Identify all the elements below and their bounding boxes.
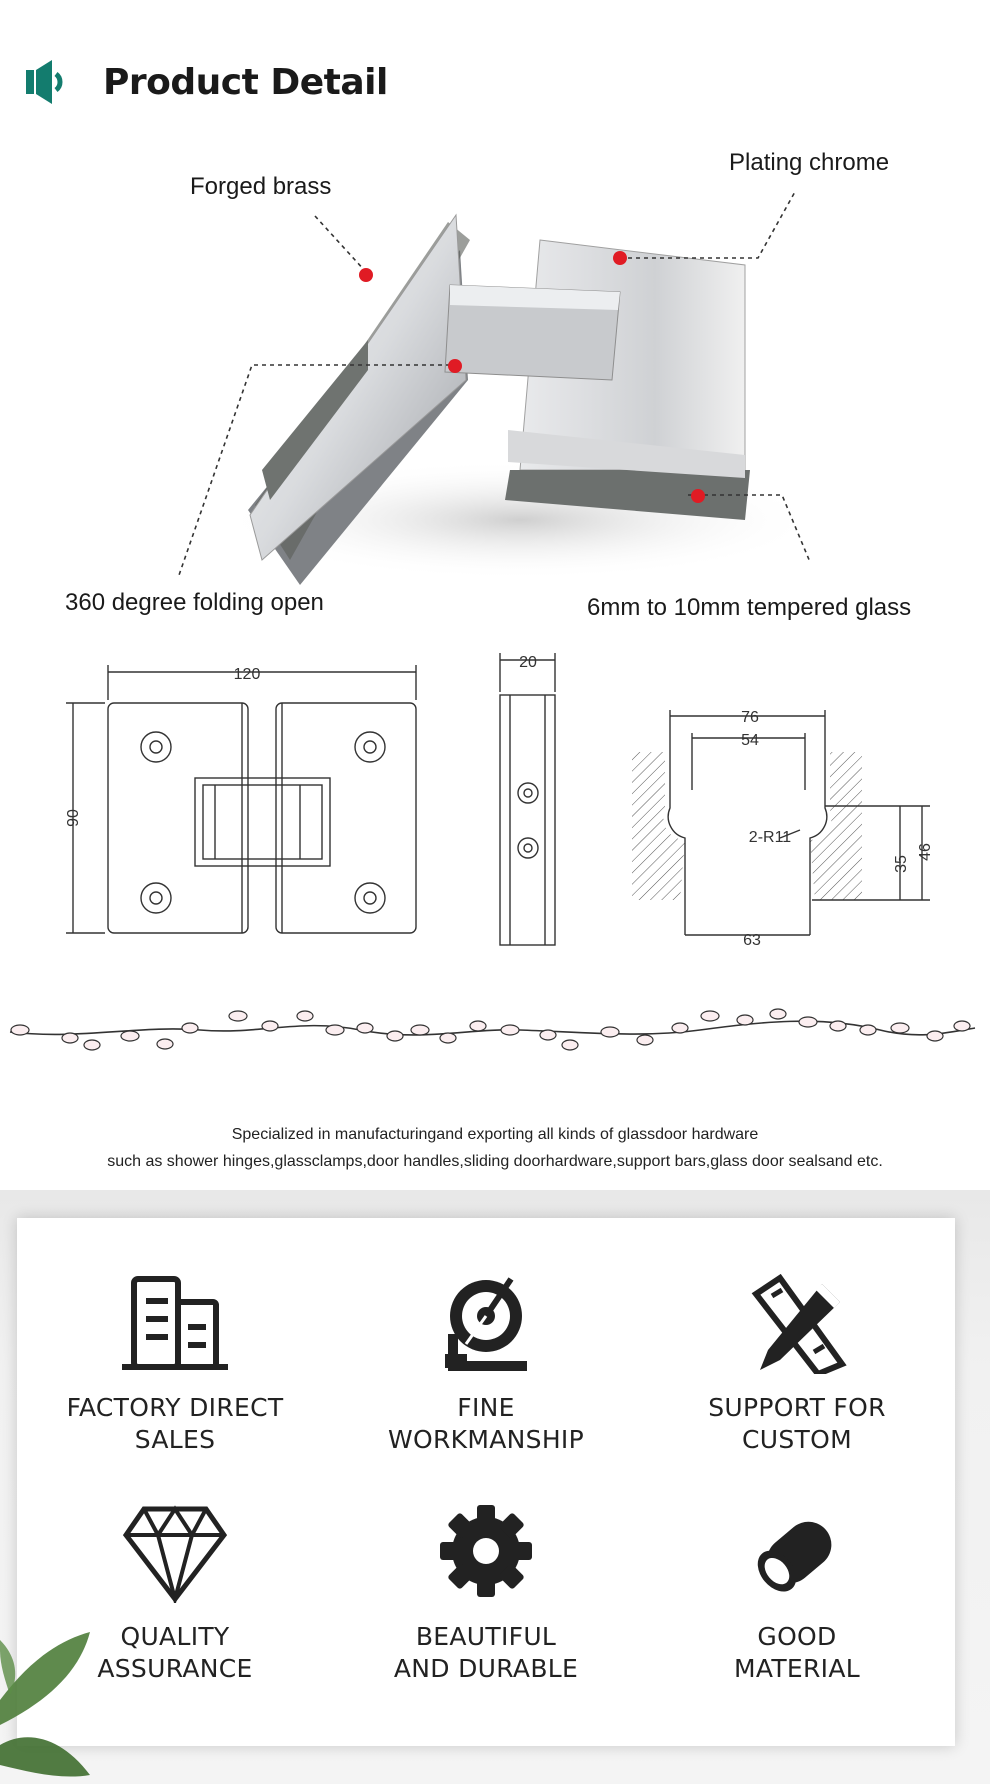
saw-icon bbox=[431, 1274, 541, 1374]
feature-custom-label-2: CUSTOM bbox=[742, 1425, 852, 1454]
cutout-drawing bbox=[632, 710, 930, 935]
dim-height-90: 90 bbox=[65, 809, 82, 827]
feature-durable-label-2: AND DURABLE bbox=[393, 1654, 579, 1683]
dim-depth-35: 35 bbox=[893, 855, 910, 873]
feature-durable bbox=[336, 1503, 636, 1685]
feature-factory-label-2: SALES bbox=[134, 1425, 216, 1454]
vine-divider bbox=[0, 995, 990, 1065]
dim-inner-54: 54 bbox=[741, 732, 759, 749]
feature-workmanship bbox=[336, 1274, 636, 1456]
technical-drawings bbox=[0, 650, 990, 960]
feature-factory-direct bbox=[25, 1274, 325, 1456]
callout-folding-open: 360 degree folding open bbox=[65, 589, 324, 616]
plant-leaf-decoration bbox=[0, 1620, 110, 1784]
feature-material bbox=[647, 1503, 947, 1685]
feature-panel bbox=[17, 1218, 955, 1746]
page-title: Product Detail bbox=[103, 62, 388, 103]
front-view-drawing bbox=[66, 665, 416, 933]
feature-factory-label-1: FACTORY DIRECT bbox=[66, 1393, 284, 1422]
speaker-icon bbox=[26, 60, 68, 104]
feature-quality-label-2: ASSURANCE bbox=[97, 1654, 253, 1683]
diamond-icon bbox=[120, 1503, 230, 1603]
pipe-icon bbox=[742, 1503, 852, 1603]
feature-material-label-2: MATERIAL bbox=[734, 1654, 860, 1683]
dim-radius: 2-R11 bbox=[748, 829, 792, 846]
gear-icon bbox=[431, 1503, 541, 1603]
feature-material-label-1: GOOD bbox=[757, 1622, 837, 1651]
dim-outer-76: 76 bbox=[741, 709, 759, 726]
callout-plating-chrome: Plating chrome bbox=[729, 149, 890, 176]
intro-line-1: Specialized in manufacturingand exporting all kinds of glassdoor hardware bbox=[231, 1126, 759, 1143]
callout-forged-brass: Forged brass bbox=[190, 173, 332, 200]
product-photo bbox=[0, 130, 990, 650]
dim-width-120: 120 bbox=[233, 666, 261, 683]
dim-thickness-20: 20 bbox=[519, 654, 537, 671]
pencil-ruler-icon bbox=[742, 1274, 852, 1374]
feature-workmanship-label-1: FINE bbox=[457, 1393, 515, 1422]
callout-tempered-glass: 6mm to 10mm tempered glass bbox=[587, 594, 912, 621]
feature-custom-label-1: SUPPORT FOR bbox=[708, 1393, 886, 1422]
feature-custom bbox=[647, 1274, 947, 1456]
feature-quality-label-1: QUALITY bbox=[120, 1622, 230, 1651]
dim-depth-46: 46 bbox=[917, 843, 934, 861]
building-icon bbox=[120, 1274, 230, 1374]
feature-workmanship-label-2: WORKMANSHIP bbox=[388, 1425, 584, 1454]
dim-bottom-63: 63 bbox=[743, 932, 761, 949]
feature-durable-label-1: BEAUTIFUL bbox=[415, 1622, 557, 1651]
intro-line-2: such as shower hinges,glassclamps,door handles,sliding doorhardware,support bars,glass door sealsand etc. bbox=[107, 1153, 883, 1170]
side-view-drawing bbox=[500, 653, 555, 945]
